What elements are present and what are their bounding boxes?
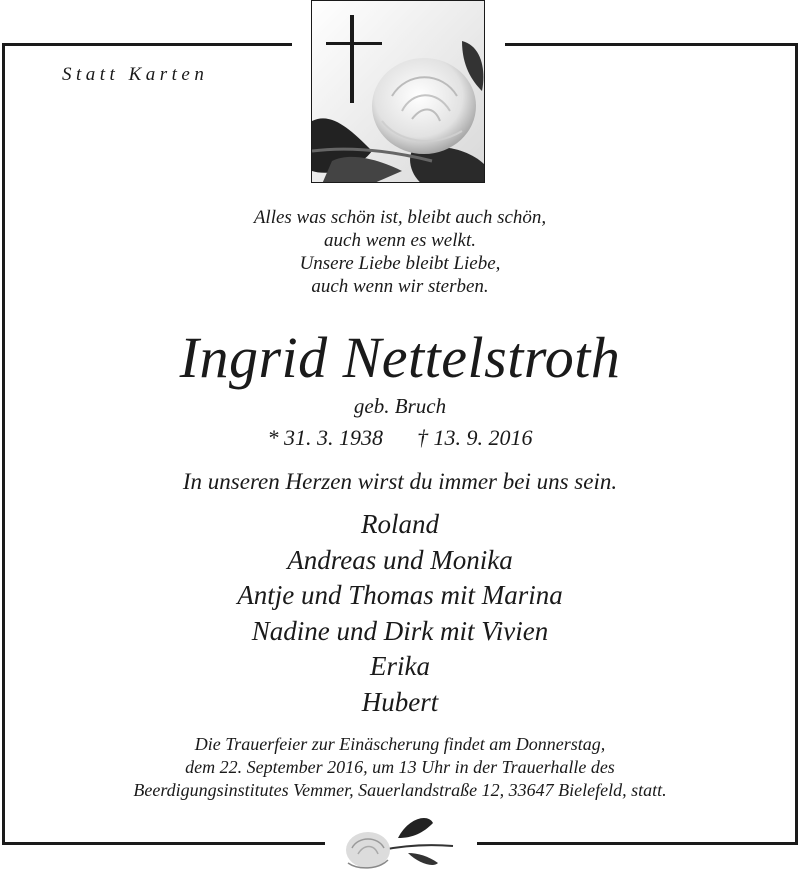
frame-top-right bbox=[505, 43, 798, 46]
poem bbox=[0, 206, 800, 298]
notice-line: Beerdigungsinstitutes Vemmer, Sauerlandstraße 12, 33647 Bielefeld, statt. bbox=[133, 780, 667, 800]
deceased-name: Ingrid Nettelstroth bbox=[179, 325, 621, 390]
mourner: Andreas und Monika bbox=[287, 544, 513, 575]
statt-karten-label: Statt Karten bbox=[62, 64, 209, 85]
mourner: Roland bbox=[361, 509, 439, 539]
notice-line: Die Trauerfeier zur Einäscherung findet am Donnerstag, bbox=[194, 734, 606, 754]
life-dates bbox=[0, 424, 800, 452]
birth-date: * 31. 3. 1938 bbox=[267, 425, 383, 450]
rose-icon bbox=[338, 808, 458, 873]
mourner: Hubert bbox=[361, 686, 439, 717]
notice-line: dem 22. September 2016, um 13 Uhr in der Trauerhalle des bbox=[185, 757, 615, 777]
frame-bottom-left bbox=[2, 842, 325, 845]
poem-line: Alles was schön ist, bleibt auch schön, bbox=[253, 207, 547, 228]
frame-top-left bbox=[2, 43, 292, 46]
mourner: Nadine und Dirk mit Vivien bbox=[251, 615, 549, 646]
mourner: Erika bbox=[370, 651, 430, 681]
maiden-name: geb. Bruch bbox=[353, 394, 447, 418]
death-date: † 13. 9. 2016 bbox=[417, 425, 533, 450]
motto: In unseren Herzen wirst du immer bei uns sein. bbox=[182, 469, 618, 494]
poem-line: Unsere Liebe bleibt Liebe, bbox=[299, 253, 501, 274]
frame-bottom-right bbox=[477, 842, 798, 845]
cross-with-rose-icon bbox=[311, 0, 485, 183]
funeral-notice bbox=[0, 733, 800, 802]
mourners-list bbox=[0, 507, 800, 720]
poem-line: auch wenn wir sterben. bbox=[311, 276, 489, 297]
mourner: Antje und Thomas mit Marina bbox=[237, 580, 563, 610]
poem-line: auch wenn es welkt. bbox=[324, 230, 476, 251]
